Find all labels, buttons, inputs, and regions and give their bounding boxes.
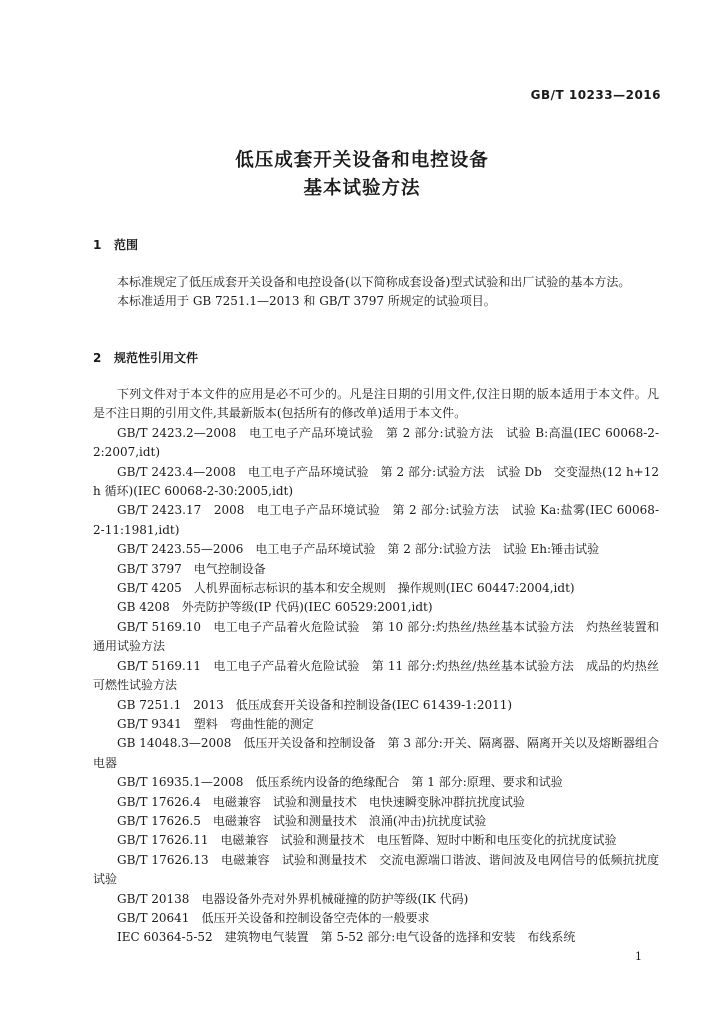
- section-heading-scope: [93, 236, 138, 253]
- intro-paragraph: 下列文件对于本文件的应用是必不可少的。凡是注日期的引用文件,仅注日期的版本适用于本文件。凡是不注日期的引用文件,其最新版本(包括所有的修改单)适用于本文件。: [93, 387, 659, 421]
- section-body-normative-references: [93, 385, 659, 948]
- reference-item: GB/T 3797 电气控制设备: [117, 561, 266, 576]
- paragraph: 本标准规定了低压成套开关设备和电控设备(以下简称成套设备)型式试验和出厂试验的基本方法。: [117, 275, 631, 289]
- section-number: 2: [93, 351, 102, 365]
- reference-item: GB/T 17626.13 电磁兼容 试验和测量技术 交流电源端口谐波、谐间波及电网信号的低频抗扰度试验: [93, 852, 659, 887]
- section-body-scope: [93, 273, 659, 312]
- paragraph: 本标准适用于 GB 7251.1—2013 和 GB/T 3797 所规定的试验项目。: [117, 294, 496, 309]
- reference-item: GB/T 4205 人机界面标志标识的基本和安全规则 操作规则(IEC 60447:2004,idt): [117, 581, 575, 596]
- page-number: 1: [635, 950, 642, 963]
- reference-item: GB 14048.3—2008 低压开关设备和控制设备 第 3 部分:开关、隔离器、隔离开关以及熔断器组合电器: [93, 736, 659, 770]
- standard-code: GB/T 10233—2016: [530, 88, 661, 102]
- reference-item: IEC 60364-5-52 建筑物电气装置 第 5-52 部分:电气设备的选择和安装 布线系统: [117, 930, 576, 945]
- reference-item: GB 4208 外壳防护等级(IP 代码)(IEC 60529:2001,idt): [117, 600, 433, 615]
- reference-item: GB 7251.1 2013 低压成套开关设备和控制设备(IEC 61439-1:2011): [117, 697, 513, 712]
- reference-item: GB/T 20138 电器设备外壳对外界机械碰撞的防护等级(IK 代码): [117, 891, 469, 906]
- section-number: 1: [93, 238, 102, 252]
- document-title-line2: 基本试验方法: [303, 178, 421, 199]
- reference-item: GB/T 9341 塑料 弯曲性能的测定: [117, 716, 314, 731]
- reference-item: GB/T 16935.1—2008 低压系统内设备的绝缘配合 第 1 部分:原理、要求和试验: [117, 775, 563, 790]
- reference-item: GB/T 20641 低压开关设备和控制设备空壳体的一般要求: [117, 910, 430, 925]
- reference-item: GB/T 17626.4 电磁兼容 试验和测量技术 电快速瞬变脉冲群抗扰度试验: [117, 794, 525, 809]
- reference-item: GB/T 2423.4—2008 电工电子产品环境试验 第 2 部分:试验方法 试验 Db 交变湿热(12 h+12 h 循环)(IEC 60068-2-30:2005,idt): [93, 464, 659, 499]
- reference-item: GB/T 5169.11 电工电子产品着火危险试验 第 11 部分:灼热丝/热丝基本试验方法 成品的灼热丝可燃性试验方法: [93, 658, 659, 693]
- reference-item: GB/T 17626.5 电磁兼容 试验和测量技术 浪涌(冲击)抗扰度试验: [117, 813, 487, 828]
- section-title: 规范性引用文件: [114, 351, 199, 365]
- reference-item: GB/T 17626.11 电磁兼容 试验和测量技术 电压暂降、短时中断和电压变化的抗扰度试验: [117, 833, 617, 848]
- section-heading-normative-references: [93, 349, 198, 366]
- reference-item: GB/T 5169.10 电工电子产品着火危险试验 第 10 部分:灼热丝/热丝基本试验方法 灼热丝装置和通用试验方法: [93, 619, 659, 654]
- reference-item: GB/T 2423.2—2008 电工电子产品环境试验 第 2 部分:试验方法 试验 B:高温(IEC 60068-2-2:2007,idt): [93, 425, 659, 460]
- reference-item: GB/T 2423.17 2008 电工电子产品环境试验 第 2 部分:试验方法 试验 Ka:盐雾(IEC 60068-2-11:1981,idt): [93, 503, 659, 537]
- reference-item: GB/T 2423.55—2006 电工电子产品环境试验 第 2 部分:试验方法 试验 Eh:锤击试验: [117, 542, 600, 557]
- document-title-line1: 低压成套开关设备和电控设备: [235, 150, 489, 171]
- section-title: 范围: [114, 238, 139, 252]
